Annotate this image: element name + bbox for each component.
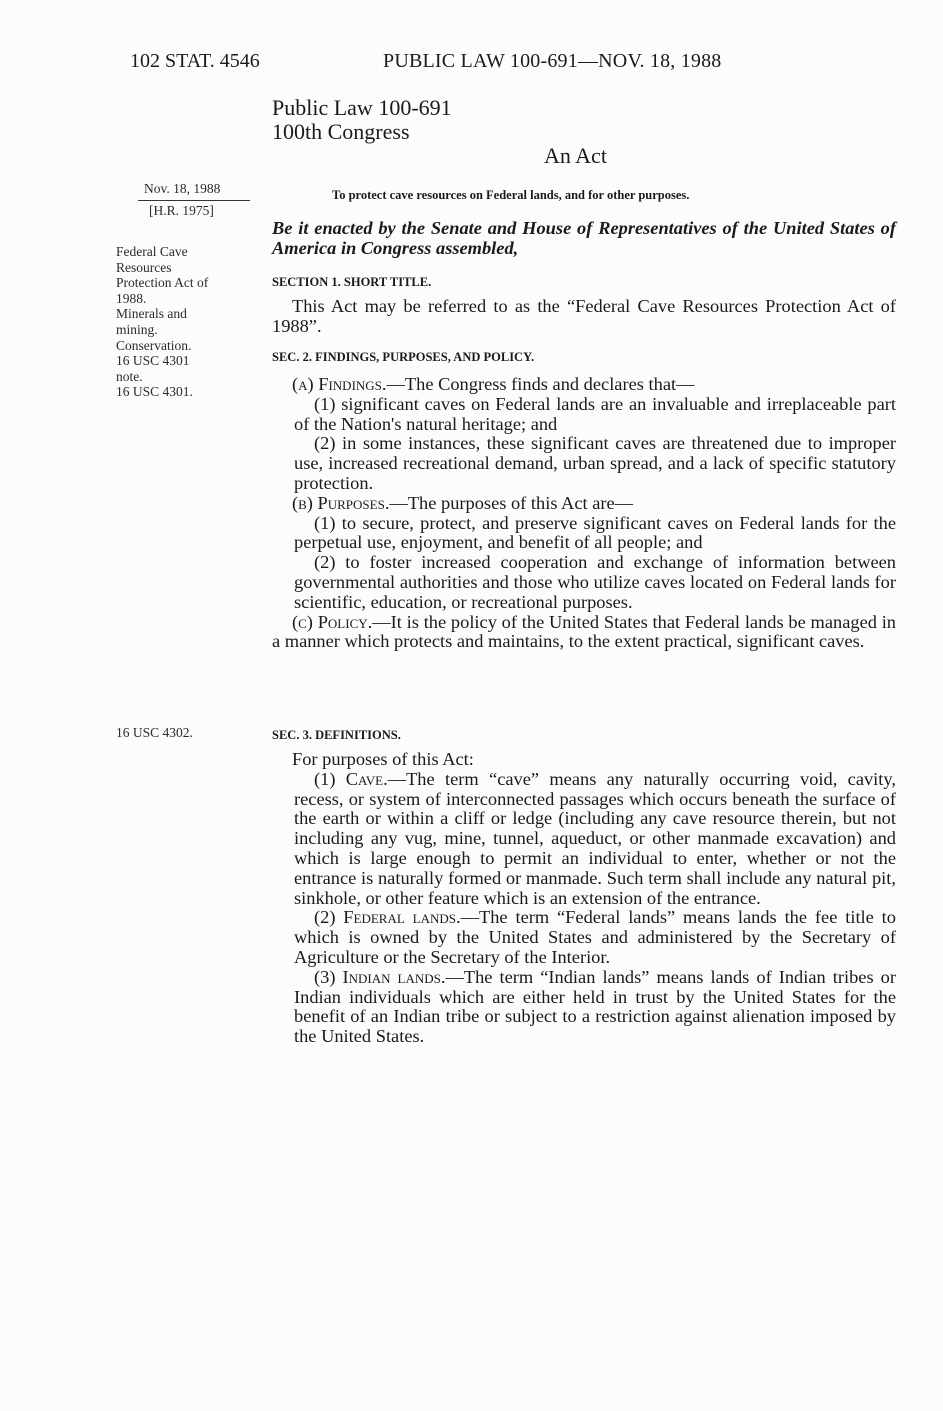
indian-lands-text: —The term “Indian lands” means lands of Indian tribes or Indian individuals which are either held in trust by the United States for the benefit of an Indian tribe or subject to a restriction against alienation imposed by the United States. <box>294 966 896 1047</box>
section-3-body <box>272 750 896 1047</box>
short-title-paragraph: This Act may be referred to as the “Federal Cave Resources Protection Act of 1988”. <box>272 296 896 336</box>
policy-text: —It is the policy of the United States that Federal lands be managed in a manner which protects and maintains, to the extent practical, significant caves. <box>272 611 897 652</box>
act-purpose: To protect cave resources on Federal lands, and for other purposes. <box>332 188 690 202</box>
section-2-heading: SEC. 2. FINDINGS, PURPOSES, AND POLICY. <box>272 350 535 364</box>
federal-lands-text: —The term “Federal lands” means lands the fee title to which is owned by the United States and administered by the Secretary of Agriculture or the Secretary of the Interior. <box>294 907 896 967</box>
finding-1: (1) significant caves on Federal lands are an invaluable and irreplaceable part of the Nation's natural heritage; and <box>294 393 896 434</box>
findings-paragraph <box>272 375 896 395</box>
running-title: PUBLIC LAW 100-691—NOV. 18, 1988 <box>383 50 722 72</box>
stat-page-number: 102 STAT. 4546 <box>130 50 260 72</box>
definition-federal-lands <box>252 908 896 967</box>
policy-label: (c) Policy. <box>292 611 373 632</box>
policy-paragraph <box>272 613 896 653</box>
margin-topic: Resources <box>116 259 172 275</box>
section-1-text <box>272 297 896 337</box>
margin-topic: mining. <box>116 321 158 337</box>
federal-lands-label: (2) Federal lands. <box>314 907 461 928</box>
purposes-intro: —The purposes of this Act are— <box>389 492 634 513</box>
margin-topic: Protection Act of <box>116 275 209 291</box>
margin-topic: note. <box>116 368 143 384</box>
congress-number: 100th Congress <box>272 119 410 144</box>
margin-usc-4302: 16 USC 4302. <box>116 725 193 740</box>
definition-indian-lands <box>252 968 896 1047</box>
indian-lands-label: (3) Indian lands. <box>314 966 446 987</box>
law-number: Public Law 100-691 <box>272 95 452 120</box>
margin-topics <box>116 244 266 400</box>
findings-intro: —The Congress finds and declares that— <box>386 374 695 394</box>
cave-text: —The term “cave” means any naturally occurring void, cavity, recess, or system of interconnected passages which occurs beneath the surface of the earth or within a cliff or ledge (including any cave resource therein, but not including any vug, mine, tunnel, aqueduct, or other manmade excavation) and which is large enough to permit an individual to enter, whether or not the entrance is naturally formed or manmade. Such term shall include any natural pit, sinkhole, or other feature which is an extension of the entrance. <box>294 768 897 908</box>
section-1-heading: SECTION 1. SHORT TITLE. <box>272 275 432 289</box>
cave-label: (1) Cave. <box>314 768 388 789</box>
margin-topic: 16 USC 4301. <box>116 384 193 400</box>
definitions-intro: For purposes of this Act: <box>292 749 474 769</box>
margin-topic: Federal Cave <box>116 244 188 259</box>
margin-rule <box>138 200 250 201</box>
act-title: An Act <box>544 143 607 168</box>
definition-cave <box>252 770 896 909</box>
margin-date: Nov. 18, 1988 <box>144 181 221 196</box>
finding-2: (2) in some instances, these significant caves are threatened due to improper use, increased recreational demand, urban spread, and a lack of specific statutory protection. <box>294 433 896 493</box>
margin-topic: Minerals and <box>116 306 187 322</box>
purpose-1: (1) to secure, protect, and preserve significant caves on Federal lands for the perpetual use, enjoyment, and benefit of all people; and <box>294 512 896 553</box>
purposes-label: (b) Purposes. <box>292 492 390 513</box>
margin-bill-number: [H.R. 1975] <box>149 203 214 218</box>
margin-topic: 1988. <box>116 290 147 306</box>
section-3-heading: SEC. 3. DEFINITIONS. <box>272 728 401 742</box>
enacting-clause: Be it enacted by the Senate and House of Representatives of the United States of America in Congress assembled, <box>272 218 896 258</box>
findings-label: (a) Findings. <box>292 374 387 394</box>
purpose-2: (2) to foster increased cooperation and exchange of information between governmental authorities and those who utilize caves located on Federal lands for scientific, education, or recreational purposes. <box>294 552 896 612</box>
section-2-body <box>272 375 896 652</box>
purposes-paragraph <box>272 494 896 514</box>
margin-topic: Conservation. <box>116 337 192 353</box>
margin-topic: 16 USC 4301 <box>116 353 190 369</box>
